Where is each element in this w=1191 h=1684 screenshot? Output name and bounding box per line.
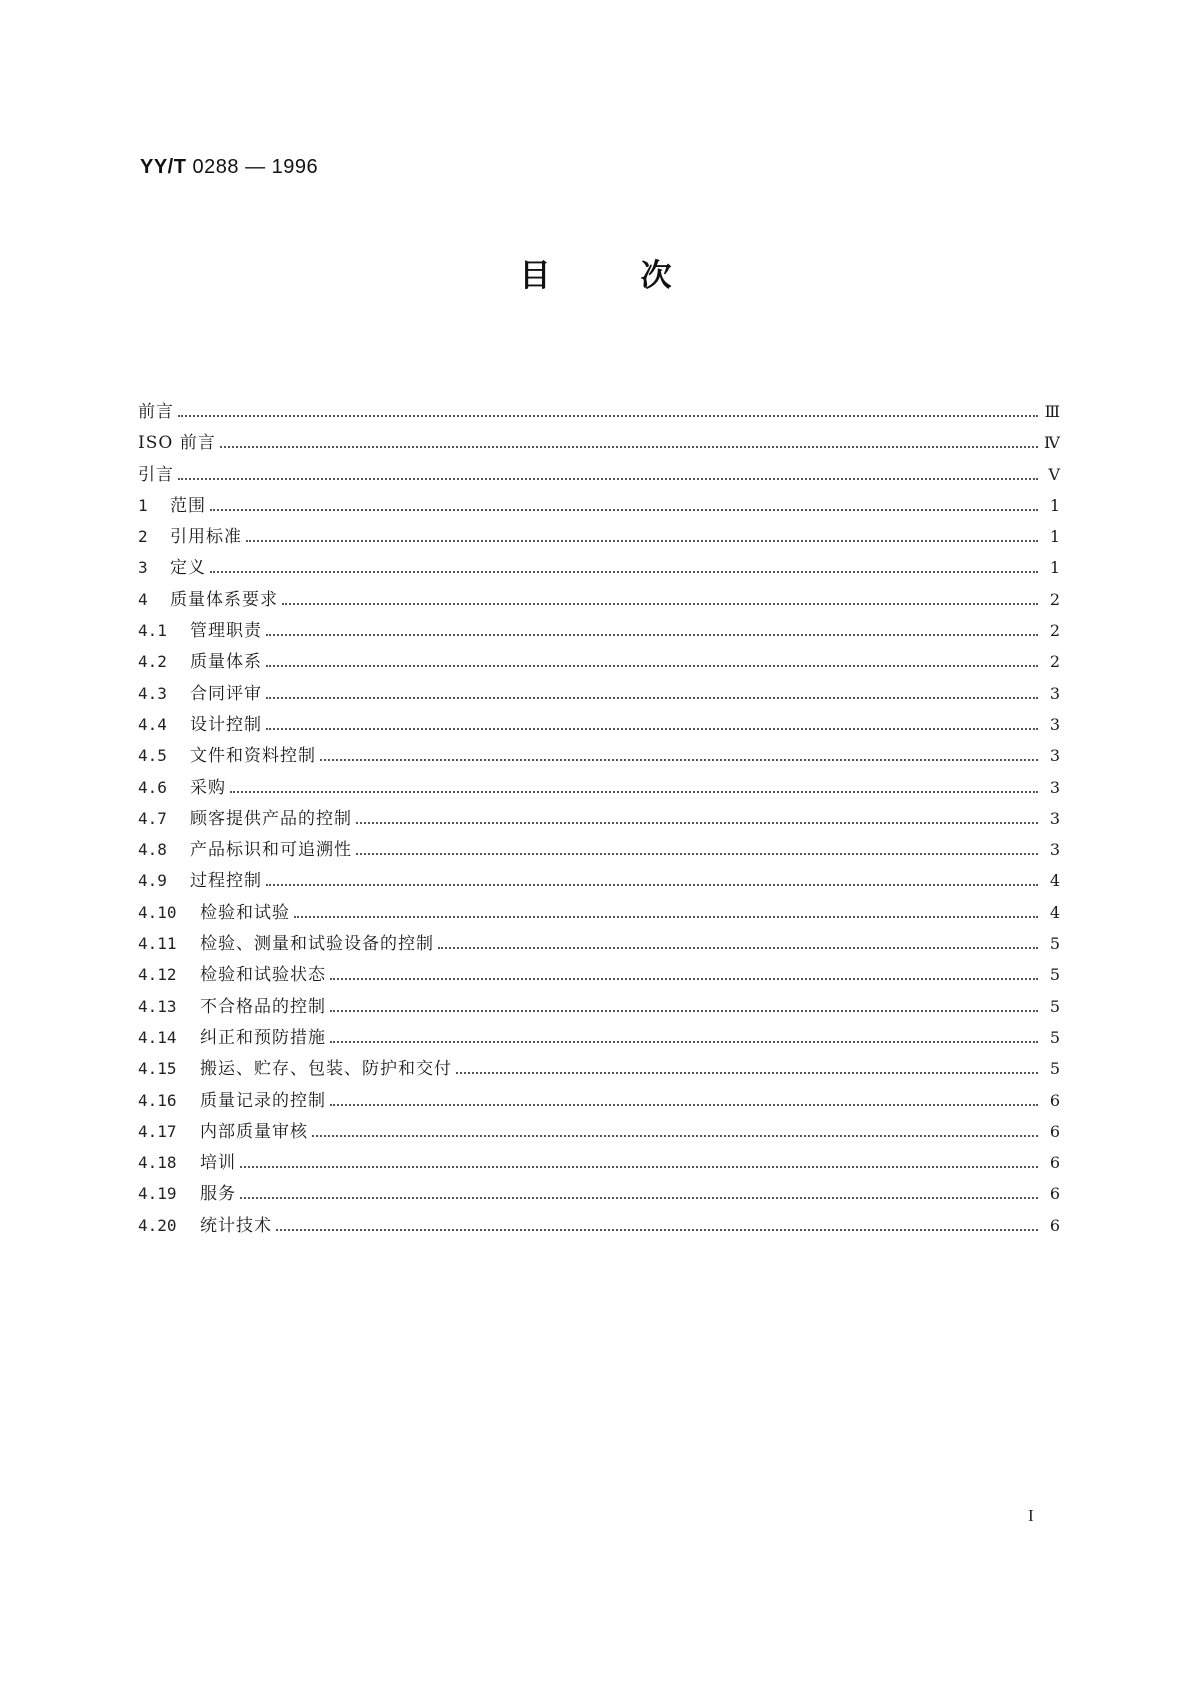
toc-dot-leader [178, 414, 1038, 417]
toc-entry-label: 搬运、贮存、包装、防护和交付 [200, 1059, 452, 1080]
toc-entry-number: 4.6 [138, 777, 167, 797]
toc-entry-page: 3 [1049, 746, 1060, 766]
toc-dot-leader [240, 1196, 1038, 1199]
toc-entry[interactable] [138, 521, 1060, 552]
toc-entry-label: 培训 [200, 1153, 236, 1174]
toc-entry-page: 5 [1049, 1027, 1060, 1047]
toc-entry[interactable] [138, 834, 1060, 865]
toc-dot-leader [246, 539, 1038, 542]
toc-dot-leader [356, 852, 1038, 855]
toc-entry-number: 4.16 [138, 1090, 177, 1110]
toc-entry-page: 2 [1049, 589, 1060, 609]
toc-entry-label: 质量体系 [190, 652, 262, 673]
toc-entry-page: 6 [1049, 1153, 1060, 1173]
toc-entry-label: 检验和试验状态 [200, 965, 326, 986]
toc-dot-leader [210, 570, 1038, 573]
toc-entry-label: 不合格品的控制 [200, 996, 326, 1017]
document-code [140, 156, 318, 179]
toc-entry[interactable] [138, 584, 1060, 615]
toc-dot-leader [320, 758, 1038, 761]
toc-entry-label: 过程控制 [190, 871, 262, 892]
toc-entry[interactable] [138, 1085, 1060, 1116]
toc-entry-number: 4.4 [138, 714, 167, 734]
toc-entry-page: 3 [1049, 777, 1060, 797]
toc-dot-leader [210, 508, 1038, 511]
document-code-number: 0288 — 1996 [192, 156, 319, 178]
toc-entry[interactable] [138, 740, 1060, 771]
toc-entry[interactable] [138, 396, 1060, 427]
toc-entry[interactable] [138, 1210, 1060, 1241]
toc-entry-label: 范围 [170, 495, 206, 516]
toc-entry-label: 文件和资料控制 [190, 746, 316, 767]
document-code-prefix: YY/T [140, 156, 187, 178]
toc-entry[interactable] [138, 865, 1060, 896]
toc-entry-page: 1 [1049, 495, 1060, 515]
toc-entry-page: 4 [1049, 871, 1060, 891]
toc-entry-label: 产品标识和可追溯性 [190, 840, 352, 861]
toc-entry[interactable] [138, 1147, 1060, 1178]
toc-entry-label: 引用标准 [170, 527, 242, 548]
toc-entry-page: Ⅴ [1048, 464, 1060, 484]
toc-entry[interactable] [138, 803, 1060, 834]
toc-dot-leader [438, 946, 1038, 949]
toc-dot-leader [266, 727, 1038, 730]
toc-dot-leader [282, 602, 1038, 605]
toc-entry-number: 4.20 [138, 1215, 177, 1235]
toc-entry-page: 2 [1049, 652, 1060, 672]
toc-entry[interactable] [138, 1178, 1060, 1209]
toc-entry[interactable] [138, 897, 1060, 928]
toc-dot-leader [330, 1009, 1038, 1012]
toc-entry-number: 1 [138, 495, 148, 515]
toc-entry-number: 4.11 [138, 934, 177, 954]
toc-dot-leader [266, 633, 1038, 636]
toc-entry-page: 4 [1049, 902, 1060, 922]
page-number: I [1028, 1506, 1034, 1525]
toc-entry-page: 6 [1049, 1090, 1060, 1110]
toc-entry-number: 4.17 [138, 1121, 177, 1141]
toc-entry-number: 4.13 [138, 996, 177, 1016]
toc-entry[interactable] [138, 959, 1060, 990]
toc-entry[interactable] [138, 646, 1060, 677]
toc-entry-page: 3 [1049, 840, 1060, 860]
toc-entry[interactable] [138, 615, 1060, 646]
toc-entry-label: 顾客提供产品的控制 [190, 808, 352, 829]
toc-dot-leader [266, 664, 1038, 667]
toc-entry-label: 内部质量审核 [200, 1121, 308, 1142]
toc-entry-number: 4.5 [138, 746, 167, 766]
toc-dot-leader [178, 477, 1038, 480]
toc-entry[interactable] [138, 552, 1060, 583]
toc-entry-number: 4.8 [138, 840, 167, 860]
toc-entry-page: 5 [1049, 965, 1060, 985]
toc-entry-number: 4.12 [138, 965, 177, 985]
toc-entry-number: 4.10 [138, 902, 177, 922]
toc-entry-number: 4.18 [138, 1153, 177, 1173]
toc-entry[interactable] [138, 490, 1060, 521]
toc-entry-page: Ⅲ [1044, 402, 1060, 421]
toc-entry-number: 4.3 [138, 683, 167, 703]
toc-entry-page: 1 [1049, 558, 1060, 578]
toc-dot-leader [294, 915, 1038, 918]
toc-dot-leader [456, 1071, 1038, 1074]
toc-entry-page: 5 [1049, 934, 1060, 954]
toc-entry-label: 质量记录的控制 [200, 1090, 326, 1111]
toc-entry-page: 6 [1049, 1215, 1060, 1235]
toc-entry-label: 引言 [138, 464, 174, 485]
toc-entry-label: ISO 前言 [138, 433, 216, 454]
toc-entry-number: 4.1 [138, 621, 167, 641]
toc-entry-label: 统计技术 [200, 1215, 272, 1236]
toc-entry[interactable] [138, 678, 1060, 709]
toc-entry-label: 定义 [170, 558, 206, 579]
toc-entry-number: 4.7 [138, 808, 167, 828]
toc-entry-page: 5 [1049, 1059, 1060, 1079]
toc-dot-leader [356, 821, 1038, 824]
toc-dot-leader [266, 883, 1038, 886]
toc-dot-leader [230, 790, 1038, 793]
toc-entry-label: 服务 [200, 1184, 236, 1205]
toc-entry-label: 检验和试验 [200, 902, 290, 923]
toc-entry[interactable] [138, 991, 1060, 1022]
toc-entry-page: 3 [1049, 714, 1060, 734]
toc-dot-leader [240, 1165, 1038, 1168]
toc-dot-leader [312, 1134, 1038, 1137]
toc-entry[interactable] [138, 1053, 1060, 1084]
toc-entry-label: 设计控制 [190, 714, 262, 735]
toc-entry-page: 3 [1049, 808, 1060, 828]
toc-entry-number: 4.19 [138, 1184, 177, 1204]
toc-entry-page: Ⅳ [1044, 433, 1060, 453]
toc-entry-number: 3 [138, 558, 148, 578]
table-of-contents [138, 396, 1060, 1241]
toc-dot-leader [266, 696, 1038, 699]
toc-entry-page: 5 [1049, 996, 1060, 1016]
toc-entry-label: 纠正和预防措施 [200, 1027, 326, 1048]
toc-dot-leader [330, 1103, 1038, 1106]
toc-entry[interactable] [138, 709, 1060, 740]
toc-entry-number: 4 [138, 589, 148, 609]
toc-entry[interactable] [138, 772, 1060, 803]
toc-entry-label: 合同评审 [190, 683, 262, 704]
toc-entry[interactable] [138, 1022, 1060, 1053]
toc-entry-number: 2 [138, 527, 148, 547]
toc-entry-number: 4.15 [138, 1059, 177, 1079]
toc-entry-label: 采购 [190, 777, 226, 798]
toc-entry-number: 4.2 [138, 652, 167, 672]
toc-entry-number: 4.9 [138, 871, 167, 891]
toc-entry[interactable] [138, 928, 1060, 959]
toc-entry[interactable] [138, 1116, 1060, 1147]
toc-dot-leader [276, 1228, 1038, 1231]
toc-entry-number: 4.14 [138, 1027, 177, 1047]
toc-dot-leader [330, 1040, 1038, 1043]
toc-entry-page: 6 [1049, 1184, 1060, 1204]
toc-entry-page: 3 [1049, 683, 1060, 703]
toc-entry[interactable] [138, 427, 1060, 458]
toc-entry[interactable] [138, 459, 1060, 490]
toc-entry-page: 1 [1049, 527, 1060, 547]
page-title: 目次 [519, 258, 762, 294]
toc-entry-label: 质量体系要求 [170, 589, 278, 610]
toc-entry-label: 前言 [138, 402, 174, 422]
toc-entry-label: 检验、测量和试验设备的控制 [200, 934, 434, 955]
toc-entry-page: 2 [1049, 621, 1060, 641]
toc-entry-page: 6 [1049, 1121, 1060, 1141]
toc-entry-label: 管理职责 [190, 621, 262, 642]
toc-dot-leader [330, 977, 1038, 980]
toc-dot-leader [220, 445, 1038, 448]
